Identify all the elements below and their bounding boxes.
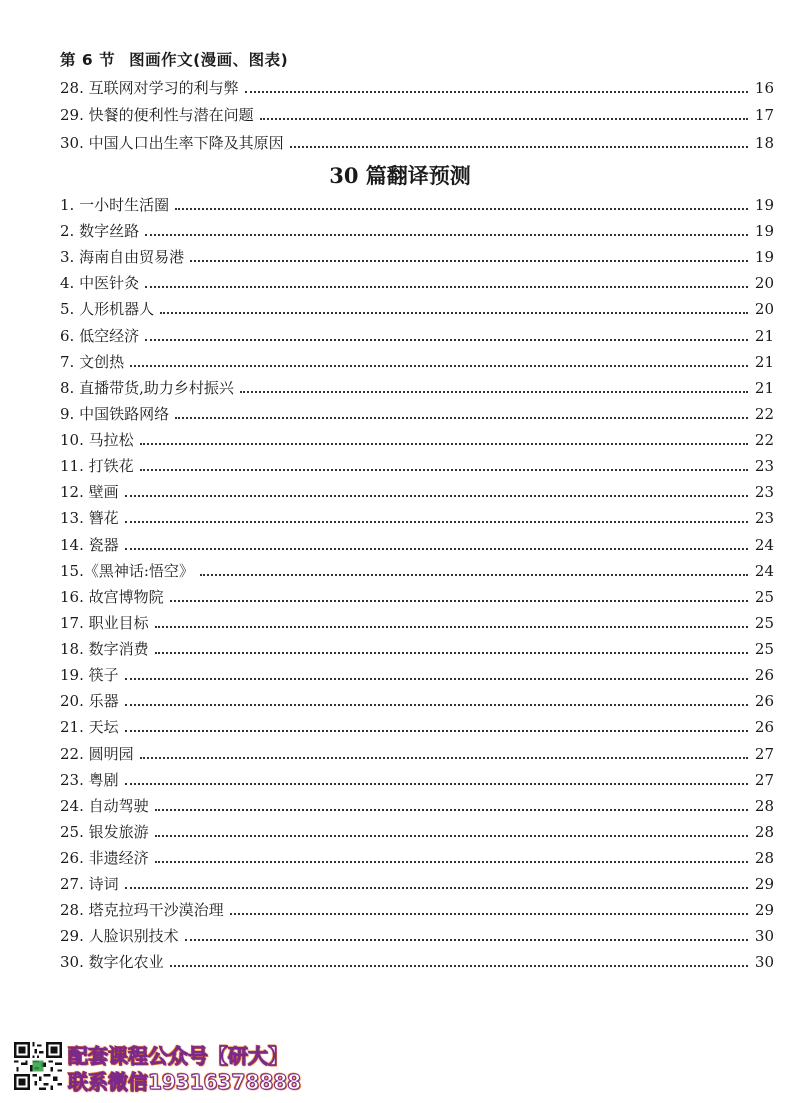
toc-entry (60, 665, 774, 685)
dot-leader (170, 965, 748, 967)
toc-entry-label: 3. 海南自由贸易港 (60, 248, 185, 267)
toc-entry-label: 24. 自动驾驶 (60, 796, 149, 815)
dot-leader (125, 783, 748, 785)
toc-entry (60, 874, 774, 894)
toc-entry-label: 30. 数字化农业 (60, 953, 164, 972)
toc-entry (60, 796, 774, 816)
toc-entry-page-number: 19 (754, 222, 774, 241)
toc-entry-label: 26. 非遗经济 (60, 849, 149, 867)
toc-entry-label: 4. 中医针灸 (60, 274, 140, 293)
toc-entry-page-number: 27 (754, 770, 774, 789)
toc-entry (60, 822, 774, 842)
toc-entry-page-number: 17 (754, 106, 774, 125)
toc-entry (60, 639, 774, 659)
toc-entry-page-number: 20 (754, 300, 774, 319)
toc-entry-page-number: 29 (754, 875, 774, 894)
toc-entry-page-number: 26 (754, 692, 774, 711)
toc-entry (60, 561, 774, 581)
dot-leader (125, 704, 748, 706)
toc-entry-label: 20. 乐器 (60, 692, 119, 711)
toc-entry-page-number: 25 (754, 587, 774, 606)
toc-entry (60, 195, 774, 215)
toc-entry-label: 6. 低空经济 (60, 326, 140, 345)
toc-entry-label: 30. 中国人口出生率下降及其原因 (60, 133, 284, 152)
toc-entry-label: 10. 马拉松 (60, 431, 134, 450)
toc-entry-label: 8. 直播带货,助力乡村振兴 (60, 378, 234, 397)
toc-entry-label: 2. 数字丝路 (60, 222, 140, 241)
toc-entry-label: 16. 故宫博物院 (60, 587, 164, 606)
dot-leader (155, 835, 748, 837)
toc-entry-page-number: 25 (754, 613, 774, 632)
toc-entry (60, 326, 774, 346)
toc-entry-page-number: 29 (754, 901, 774, 920)
toc-entry-page-number: 21 (754, 326, 774, 345)
toc-entry-page-number: 22 (754, 404, 774, 423)
toc-entry-label: 25. 银发旅游 (60, 822, 149, 841)
toc-entry (60, 273, 774, 293)
toc-entry-page-number: 28 (754, 849, 774, 867)
qr-code-icon (14, 1042, 62, 1090)
toc-entry-page-number: 25 (754, 640, 774, 659)
toc-entry-page-number: 19 (754, 248, 774, 267)
toc-entry (60, 613, 774, 633)
toc-entry-page-number: 24 (754, 535, 774, 554)
dot-leader (170, 600, 748, 602)
toc-entry-label: 15.《黑神话:悟空》 (60, 561, 194, 580)
dot-leader (190, 260, 748, 262)
toc-entry-label: 14. 瓷器 (60, 535, 119, 554)
toc-entry-page-number: 23 (754, 457, 774, 476)
toc-entry-label: 11. 打铁花 (60, 457, 134, 476)
dot-leader (125, 521, 748, 523)
dot-leader (155, 626, 748, 628)
toc-entry (60, 299, 774, 319)
toc-entry (60, 133, 774, 153)
promo-watermark (14, 1040, 314, 1096)
section-number: 第 6 节 (60, 51, 116, 69)
dot-leader (240, 391, 748, 393)
section-heading (60, 48, 288, 70)
dot-leader (140, 469, 748, 471)
toc-entry-page-number: 20 (754, 274, 774, 293)
dot-leader (245, 91, 748, 93)
toc-entry-page-number: 28 (754, 822, 774, 841)
toc-entry (60, 952, 774, 972)
toc-entry-label: 19. 筷子 (60, 666, 119, 685)
toc-entry-label: 1. 一小时生活圈 (60, 196, 170, 214)
dot-leader (145, 286, 748, 288)
toc-entry-label: 13. 簪花 (60, 509, 119, 528)
toc-entry (60, 717, 774, 737)
section-title: 图画作文(漫画、图表) (129, 51, 289, 69)
dot-leader (125, 495, 748, 497)
dot-leader (175, 208, 748, 210)
toc-entry (60, 430, 774, 450)
dot-leader (290, 146, 748, 148)
dot-leader (125, 548, 748, 550)
part-title: 30 篇翻译预测 (329, 163, 471, 188)
toc-entry (60, 770, 774, 790)
toc-entry (60, 352, 774, 372)
toc-entry-page-number: 30 (754, 927, 774, 946)
toc-entry-label: 28. 互联网对学习的利与弊 (60, 79, 239, 97)
dot-leader (125, 678, 748, 680)
toc-entry-page-number: 16 (754, 79, 774, 97)
dot-leader (260, 118, 748, 120)
toc-entry (60, 691, 774, 711)
toc-entry-page-number: 30 (754, 953, 774, 972)
toc-entry (60, 105, 774, 125)
toc-entry (60, 848, 774, 868)
toc-entry (60, 456, 774, 476)
toc-entry-page-number: 21 (754, 378, 774, 397)
promo-line-contact: 联系微信19316378888 (68, 1070, 302, 1094)
toc-entry-page-number: 18 (754, 133, 774, 152)
toc-entry (60, 535, 774, 555)
toc-entry-label: 27. 诗词 (60, 875, 119, 894)
toc-entry (60, 404, 774, 424)
toc-entry-label: 23. 粤剧 (60, 770, 119, 789)
toc-entry-label: 17. 职业目标 (60, 613, 149, 632)
dot-leader (185, 939, 748, 941)
dot-leader (155, 861, 748, 863)
toc-entry-label: 9. 中国铁路网络 (60, 404, 170, 423)
toc-entry (60, 926, 774, 946)
promo-line-wechat-account: 配套课程公众号【研大】 (68, 1044, 288, 1068)
dot-leader (175, 417, 748, 419)
toc-entry (60, 482, 774, 502)
toc-entry-label: 28. 塔克拉玛干沙漠治理 (60, 901, 224, 920)
toc-entry-page-number: 26 (754, 666, 774, 685)
toc-entry (60, 508, 774, 528)
toc-entry (60, 78, 774, 98)
dot-leader (125, 887, 748, 889)
dot-leader (160, 312, 748, 314)
toc-entry (60, 221, 774, 241)
dot-leader (230, 913, 748, 915)
toc-entry-label: 5. 人形机器人 (60, 300, 155, 319)
toc-entry (60, 900, 774, 920)
dot-leader (130, 365, 748, 367)
toc-entry-page-number: 21 (754, 352, 774, 371)
dot-leader (155, 652, 748, 654)
dot-leader (145, 234, 748, 236)
toc-entry-page-number: 24 (754, 561, 774, 580)
toc-entry-label: 29. 人脸识别技术 (60, 927, 179, 946)
toc-entry (60, 744, 774, 764)
toc-entry-label: 18. 数字消费 (60, 640, 149, 659)
dot-leader (125, 730, 748, 732)
toc-entry-page-number: 28 (754, 796, 774, 815)
toc-entry-page-number: 23 (754, 509, 774, 528)
toc-entry-label: 7. 文创热 (60, 352, 125, 371)
toc-entry-page-number: 27 (754, 744, 774, 763)
toc-entry-page-number: 23 (754, 483, 774, 502)
toc-entry-label: 22. 圆明园 (60, 744, 134, 763)
toc-entry-page-number: 26 (754, 718, 774, 737)
toc-entry-label: 29. 快餐的便利性与潜在问题 (60, 106, 254, 125)
dot-leader (140, 443, 748, 445)
dot-leader (200, 574, 748, 576)
dot-leader (140, 757, 748, 759)
toc-entry (60, 247, 774, 267)
dot-leader (155, 809, 748, 811)
toc-entry-page-number: 19 (754, 196, 774, 214)
toc-entry-label: 12. 壁画 (60, 483, 119, 502)
toc-entry-page-number: 22 (754, 431, 774, 450)
toc-entry (60, 378, 774, 398)
dot-leader (145, 339, 748, 341)
toc-entry (60, 587, 774, 607)
toc-entry-label: 21. 天坛 (60, 718, 119, 737)
